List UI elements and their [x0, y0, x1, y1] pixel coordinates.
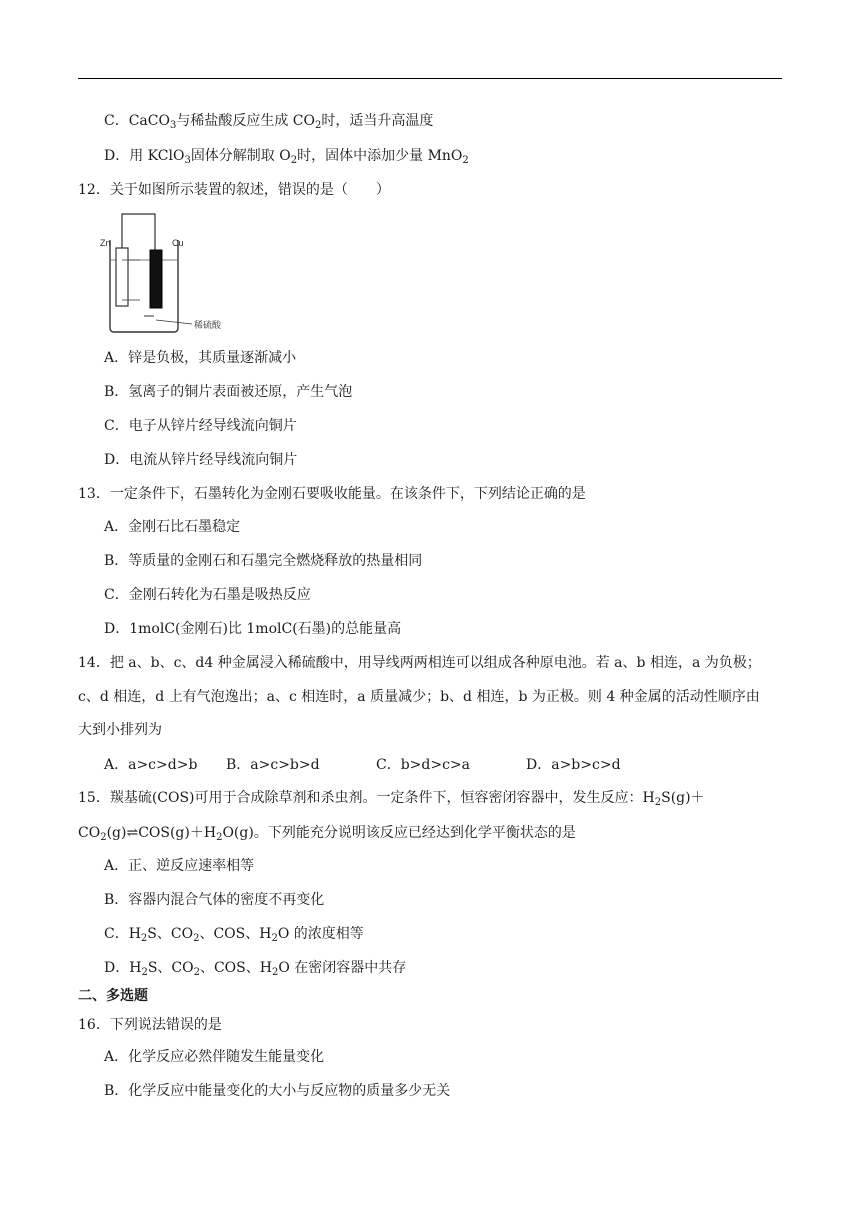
q13-option-a[interactable]: A．金刚石比石墨稳定: [104, 519, 241, 535]
subscript: 2: [314, 120, 322, 131]
q14-stem-line2: c、d 相连，d 上有气泡逸出；a、c 相连时，a 质量减少；b、d 相连，b 为正极。则 4 种金属的活动性顺序由: [78, 689, 760, 705]
subscript: 2: [216, 832, 223, 843]
q13-option-c[interactable]: C．金刚石转化为石墨是吸热反应: [104, 587, 311, 603]
subscript: 2: [100, 832, 107, 843]
q14-option-a[interactable]: A．a>c>d>b: [104, 757, 198, 773]
q14-option-c[interactable]: C．b>d>c>a: [376, 757, 471, 773]
q12-option-b[interactable]: B．氢离子的铜片表面被还原，产生气泡: [104, 384, 353, 400]
header-rule: [78, 78, 782, 79]
text-run: 15．羰基硫(COS)可用于合成除草剂和杀虫剂。一定条件下，恒容密闭容器中，发生反应：H: [78, 790, 655, 806]
q15-option-b[interactable]: B．容器内混合气体的密度不再变化: [104, 892, 325, 908]
text-run: 时，固体中添加少量 MnO: [297, 148, 463, 164]
zn-label: Zn: [100, 238, 111, 248]
q16-stem: 16．下列说法错误的是: [78, 1017, 222, 1033]
q15-stem-line1: [78, 788, 705, 808]
q15-option-c[interactable]: [104, 924, 364, 944]
q11-option-c[interactable]: [104, 111, 433, 131]
galvanic-cell-figure: [100, 210, 232, 338]
text-run: 时，适当升高温度: [321, 113, 434, 129]
label-leader: [156, 320, 192, 324]
text-run: 固体分解制取 O: [190, 148, 291, 164]
connecting-wire: [122, 214, 155, 250]
cu-label: Cu: [172, 238, 184, 248]
subscript: 2: [193, 933, 200, 944]
q14-option-d[interactable]: D．a>b>c>d: [526, 757, 621, 773]
q14-stem-line3: 大到小排列为: [78, 722, 162, 738]
subscript: 2: [654, 797, 662, 808]
text-run: D．用 KClO: [104, 148, 185, 164]
subscript: 2: [271, 933, 278, 944]
text-run: C．H: [104, 926, 141, 942]
q13-option-b[interactable]: B．等质量的金刚石和石墨完全燃烧释放的热量相同: [104, 553, 423, 569]
q14-option-b[interactable]: B．a>c>b>d: [226, 757, 320, 773]
q14-stem-line1: 14．把 a、b、c、d4 种金属浸入稀硫酸中，用导线两两相连可以组成各种原电池。若 a、b 相连，a 为负极；: [78, 655, 761, 671]
text-run: O(g)。下列能充分说明该反应已经达到化学平衡状态的是: [222, 825, 576, 841]
q11-option-d[interactable]: [104, 146, 469, 166]
text-run: (g)⇌COS(g)＋H: [106, 825, 217, 841]
subscript: 2: [193, 967, 200, 978]
acid-label: 稀硫酸: [194, 321, 222, 331]
text-run: 、COS、H: [199, 926, 272, 942]
subscript: 3: [184, 155, 191, 166]
q16-option-a[interactable]: A．化学反应必然伴随发生能量变化: [104, 1049, 325, 1065]
subscript: 2: [141, 967, 148, 978]
text-run: O 在密闭容器中共存: [278, 960, 407, 976]
q12-option-a[interactable]: A．锌是负极，其质量逐渐减小: [104, 350, 297, 366]
subscript: 3: [169, 120, 177, 131]
text-run: S、CO: [147, 926, 194, 942]
subscript: 2: [140, 933, 148, 944]
text-run: C．CaCO: [104, 113, 170, 129]
q15-option-a[interactable]: A．正、逆反应速率相等: [104, 858, 255, 874]
q12-stem: 12．关于如图所示装置的叙述，错误的是（ ）: [78, 182, 390, 198]
subscript: 2: [462, 155, 469, 166]
section-heading: 二、多选题: [78, 988, 148, 1004]
q15-stem-line2: [78, 823, 576, 843]
text-run: 与稀盐酸反应生成 CO: [176, 113, 315, 129]
zn-electrode: [116, 248, 128, 306]
subscript: 2: [290, 155, 298, 166]
q12-option-c[interactable]: C．电子从锌片经导线流向铜片: [104, 418, 297, 434]
text-run: S、CO: [147, 960, 194, 976]
subscript: 2: [271, 967, 279, 978]
text-run: D．H: [104, 960, 142, 976]
q15-option-d[interactable]: [104, 958, 406, 978]
q13-option-d[interactable]: D．1molC(金刚石)比 1molC(石墨)的总能量高: [104, 621, 402, 637]
q12-option-d[interactable]: D．电流从锌片经导线流向铜片: [104, 452, 298, 468]
q16-option-b[interactable]: B．化学反应中能量变化的大小与反应物的质量多少无关: [104, 1083, 451, 1099]
text-run: O 的浓度相等: [277, 926, 364, 942]
cu-electrode: [150, 250, 162, 308]
text-run: S(g)＋: [661, 790, 705, 806]
text-run: CO: [78, 825, 101, 841]
q13-stem: 13．一定条件下，石墨转化为金刚石要吸收能量。在该条件下，下列结论正确的是: [78, 486, 586, 502]
text-run: 、COS、H: [199, 960, 272, 976]
